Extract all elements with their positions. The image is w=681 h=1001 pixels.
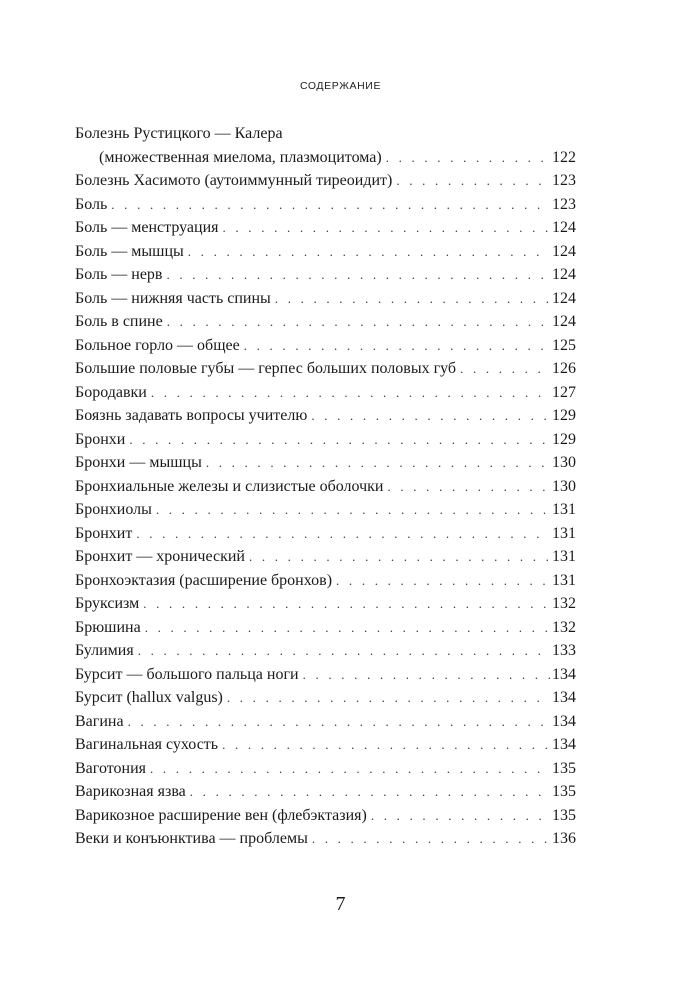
toc-entry-title: Бронхи — мышцы [75, 454, 202, 471]
toc-entry [75, 310, 576, 334]
toc-entry [75, 287, 576, 311]
dot-leader [156, 498, 550, 522]
dot-leader [386, 146, 550, 170]
dot-leader [336, 569, 550, 593]
toc-entry-title: Бронхоэктазия (расширение бронхов) [75, 571, 333, 589]
toc-entry-title: Бруксизм [75, 595, 140, 612]
toc-entry [75, 639, 576, 663]
toc-entry-page: 124 [552, 242, 576, 260]
toc-entry-page: 124 [552, 289, 576, 307]
dot-leader [460, 357, 550, 381]
table-of-contents [75, 122, 576, 851]
toc-entry [75, 169, 576, 193]
toc-entry-title: Варикозная язва [75, 783, 186, 800]
toc-entry-title: Боль — нижняя часть спины [75, 289, 271, 307]
dot-leader [111, 193, 550, 217]
toc-entry [75, 757, 576, 781]
toc-entry-page: 132 [552, 618, 576, 636]
toc-entry [75, 569, 576, 593]
dot-leader [167, 310, 550, 334]
dot-leader [312, 827, 550, 851]
dot-leader [303, 663, 550, 687]
toc-entry-title: Боязнь задавать вопросы учителю [75, 407, 308, 424]
dot-leader [371, 804, 550, 828]
toc-entry-page: 130 [552, 454, 576, 471]
toc-entry-page: 131 [552, 501, 576, 518]
toc-entry-title-line: Болезнь Рустицкого — Калера [75, 125, 283, 142]
toc-entry-page: 124 [552, 219, 576, 236]
toc-entry-title: Бородавки [75, 383, 147, 401]
toc-entry-title: Булимия [75, 642, 134, 659]
toc-entry-page: 131 [552, 548, 576, 565]
page-number: 7 [335, 893, 346, 915]
toc-entry-title: Бронхит — хронический [75, 548, 245, 565]
toc-entry [75, 592, 576, 616]
toc-entry-page: 129 [552, 430, 576, 448]
toc-entry-page: 132 [552, 595, 576, 612]
toc-entry-title: Боль — мышцы [75, 242, 184, 260]
dot-leader [206, 451, 550, 475]
toc-entry-title: (множественная миелома, плазмоцитома) [99, 148, 382, 166]
dot-leader [223, 216, 551, 240]
toc-entry-page: 134 [552, 689, 576, 706]
toc-entry-title: Боль — нерв [75, 266, 163, 283]
toc-entry-title: Бурсит (hallux valgus) [75, 689, 223, 706]
toc-entry-title: Варикозное расширение вен (флебэктазия) [75, 806, 367, 824]
toc-entry-page: 126 [552, 360, 576, 377]
toc-entry [75, 381, 576, 405]
dot-leader [136, 522, 550, 546]
dot-leader [396, 169, 550, 193]
toc-entry [75, 733, 576, 757]
toc-entry-page: 133 [552, 642, 576, 659]
toc-entry-page: 135 [552, 759, 576, 777]
dot-leader [387, 475, 550, 499]
toc-entry-page: 135 [552, 783, 576, 800]
toc-entry-page: 131 [552, 571, 576, 589]
dot-leader [143, 592, 550, 616]
toc-entry-page: 123 [552, 195, 576, 213]
toc-entry [75, 498, 576, 522]
dot-leader [227, 686, 550, 710]
toc-entry [75, 451, 576, 475]
toc-entry-title: Больное горло — общее [75, 336, 240, 354]
toc-entry [75, 428, 576, 452]
dot-leader [249, 545, 550, 569]
toc-entry [75, 545, 576, 569]
dot-leader [190, 780, 550, 804]
dot-leader [151, 381, 550, 405]
dot-leader [150, 757, 550, 781]
toc-entry-title: Брюшина [75, 618, 141, 636]
toc-entry [75, 240, 576, 264]
toc-entry-title: Бронхиальные железы и слизистые оболочки [75, 477, 384, 495]
toc-entry-page: 124 [552, 313, 576, 330]
toc-entry-page: 134 [552, 665, 576, 683]
dot-leader [138, 639, 550, 663]
toc-entry [75, 357, 576, 381]
dot-leader [166, 263, 550, 287]
toc-entry [75, 216, 576, 240]
toc-entry-title: Боль [75, 195, 108, 213]
toc-entry-page: 131 [552, 524, 576, 542]
dot-leader [275, 287, 550, 311]
toc-entry [75, 780, 576, 804]
toc-entry [75, 663, 576, 687]
toc-entry [75, 686, 576, 710]
dot-leader [222, 733, 550, 757]
toc-entry-title: Большие половые губы — герпес больших половых губ [75, 360, 457, 377]
toc-entry [75, 616, 576, 640]
toc-entry-title: Ваготония [75, 759, 146, 777]
dot-leader [128, 710, 550, 734]
toc-entry [75, 263, 576, 287]
toc-entry-title: Бронхиолы [75, 501, 152, 518]
toc-entry-page: 127 [552, 383, 576, 401]
toc-entry-title: Боль в спине [75, 313, 163, 330]
toc-entry-page: 122 [552, 148, 576, 166]
toc-entry-page: 130 [552, 477, 576, 495]
toc-entry-page: 134 [552, 736, 576, 753]
toc-entry-title: Бурсит — большого пальца ноги [75, 665, 299, 683]
toc-entry-page: 136 [552, 830, 576, 847]
toc-entry-page: 134 [552, 712, 576, 730]
toc-entry [75, 404, 576, 428]
toc-entry [75, 804, 576, 828]
toc-entry-title: Болезнь Хасимото (аутоиммунный тиреоидит) [75, 172, 393, 189]
dot-leader [188, 240, 550, 264]
toc-entry-page: 125 [552, 336, 576, 354]
running-head: СОДЕРЖАНИЕ [299, 80, 382, 92]
toc-entry [75, 334, 576, 358]
dot-leader [311, 404, 550, 428]
toc-entry-title: Бронхи [75, 430, 126, 448]
toc-entry-title: Бронхит [75, 524, 133, 542]
dot-leader [244, 334, 550, 358]
toc-entry-title: Веки и конъюнктива — проблемы [75, 830, 308, 847]
toc-list [75, 146, 576, 851]
dot-leader [145, 616, 550, 640]
toc-entry [75, 827, 576, 851]
toc-entry-title: Вагина [75, 712, 124, 730]
toc-entry [75, 193, 576, 217]
toc-entry-page: 124 [552, 266, 576, 283]
toc-entry-page: 129 [552, 407, 576, 424]
toc-entry [75, 146, 576, 170]
toc-entry [75, 475, 576, 499]
toc-entry-page: 123 [552, 172, 576, 189]
toc-entry-page: 135 [552, 806, 576, 824]
toc-entry-title: Вагинальная сухость [75, 736, 219, 753]
toc-entry [75, 710, 576, 734]
toc-entry-title: Боль — менструация [75, 219, 219, 236]
toc-entry [75, 522, 576, 546]
dot-leader [129, 428, 550, 452]
